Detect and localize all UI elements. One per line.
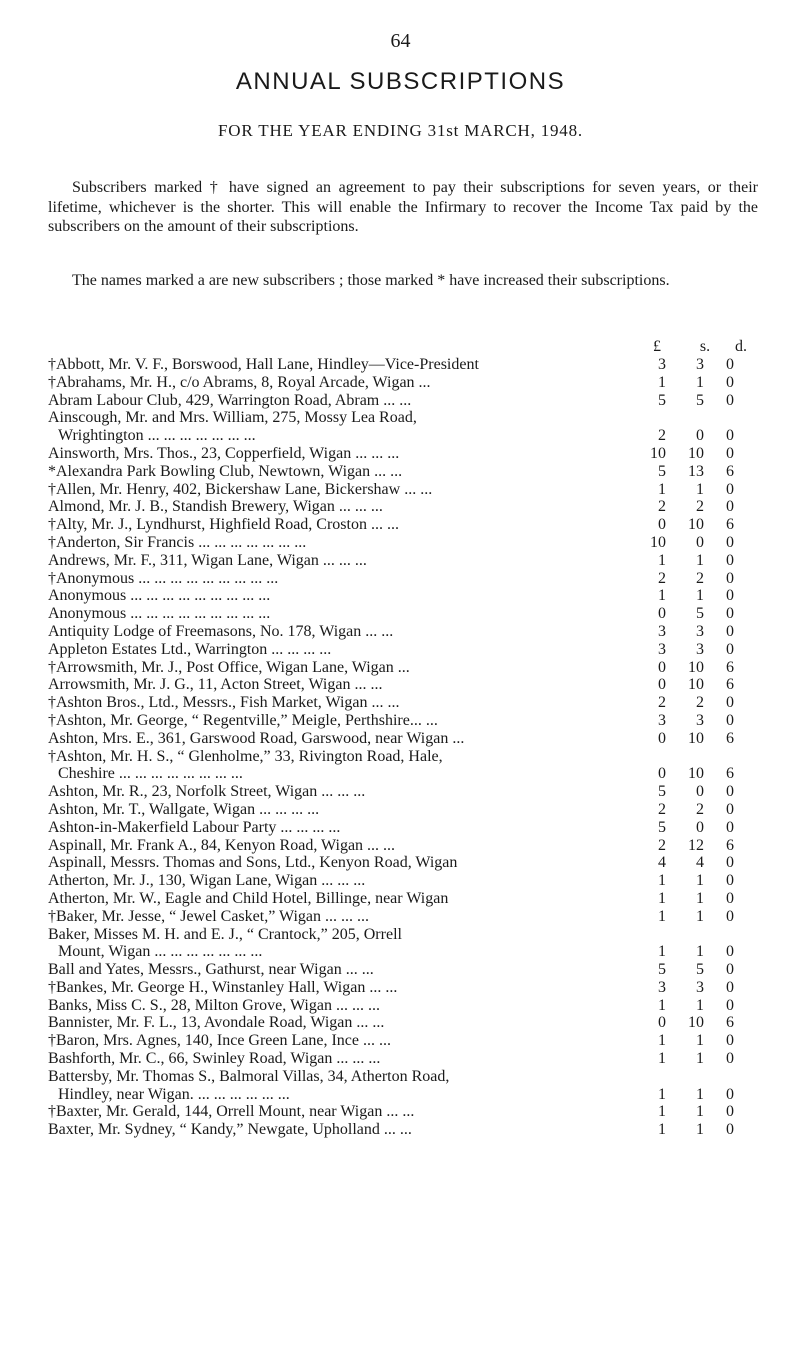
amount-pounds: 1 <box>658 1085 666 1103</box>
list-item <box>48 1014 758 1032</box>
list-item <box>48 783 758 801</box>
subscriber-name-line: †Abrahams, Mr. H., c/o Abrams, 8, Royal Arcade, Wigan ... <box>48 373 431 391</box>
list-item <box>48 872 758 890</box>
amount-pounds: 0 <box>658 658 666 676</box>
amount-shillings: 3 <box>696 622 704 640</box>
amount-pence: 0 <box>726 640 734 658</box>
amount-shillings: 12 <box>688 836 704 854</box>
subscription-amount <box>642 890 758 908</box>
subscriber-name <box>48 1103 642 1121</box>
amount-pounds: 1 <box>658 907 666 925</box>
amount-pence: 6 <box>726 516 734 534</box>
subscriber-name-line: †Abbott, Mr. V. F., Borswood, Hall Lane, Hindley—Vice-President <box>48 356 479 373</box>
subscriber-name <box>48 498 642 516</box>
subscriber-name <box>48 783 642 801</box>
list-item <box>48 641 758 659</box>
currency-column-headers <box>641 338 757 356</box>
subscriber-name <box>48 730 642 748</box>
subscriber-name-line: Ball and Yates, Messrs., Gathurst, near Wigan ... ... <box>48 961 374 979</box>
subscriber-name-line: Atherton, Mr. J., 130, Wigan Lane, Wigan ... ... ... <box>48 872 366 890</box>
amount-shillings: 1 <box>696 996 704 1014</box>
subscriber-name-line: Aspinall, Mr. Frank A., 84, Kenyon Road, Wigan ... ... <box>48 836 396 854</box>
subscriber-name-line: *Alexandra Park Bowling Club, Newtown, Wigan ... ... <box>48 462 403 480</box>
subscriber-name <box>48 516 642 534</box>
amount-shillings: 0 <box>696 427 704 445</box>
list-item <box>48 748 758 784</box>
subscriber-name <box>48 374 642 392</box>
amount-pence: 0 <box>726 427 734 445</box>
list-item <box>48 1103 758 1121</box>
subscription-amount <box>642 498 758 516</box>
subscription-amount <box>642 534 758 552</box>
list-item <box>48 1121 758 1139</box>
subscription-amount <box>642 1086 758 1104</box>
amount-pounds: 0 <box>658 605 666 623</box>
subscriber-name-line: Baxter, Mr. Sydney, “ Kandy,” Newgate, Upholland ... ... <box>48 1121 412 1139</box>
subscriber-name <box>48 570 642 588</box>
subscription-amount <box>642 570 758 588</box>
intro-paragraph-tax: Subscribers marked † have signed an agreement to pay their subscriptions for seven years, or their lifetime, whichever is the shorter. This will enable the Infirmary to recover the Income Tax paid by the subscribers on the amount of their subscriptions. <box>48 179 758 235</box>
amount-pounds: 4 <box>658 854 666 872</box>
subscriber-name <box>48 926 642 962</box>
subscriber-name <box>48 748 642 784</box>
subscriber-name <box>48 605 642 623</box>
amount-shillings: 5 <box>696 605 704 623</box>
amount-pence: 0 <box>726 569 734 587</box>
subscriber-name-line: †Allen, Mr. Henry, 402, Bickershaw Lane, Bickershaw ... ... <box>48 480 433 498</box>
shillings-header: s. <box>699 338 711 355</box>
amount-pence: 0 <box>726 996 734 1014</box>
amount-shillings: 0 <box>696 783 704 801</box>
amount-pounds: 1 <box>658 1032 666 1050</box>
subscriber-name <box>48 837 642 855</box>
subscriber-name <box>48 552 642 570</box>
subscriber-name <box>48 445 642 463</box>
amount-pence: 0 <box>726 818 734 836</box>
amount-pounds: 3 <box>658 640 666 658</box>
list-item <box>48 516 758 534</box>
amount-pence: 0 <box>726 498 734 516</box>
amount-pounds: 5 <box>658 462 666 480</box>
amount-shillings: 2 <box>696 498 704 516</box>
amount-pounds: 2 <box>658 836 666 854</box>
list-item <box>48 409 758 445</box>
subscription-amount <box>642 694 758 712</box>
subscription-amount <box>642 445 758 463</box>
amount-pence: 0 <box>726 872 734 890</box>
amount-pounds: 0 <box>658 676 666 694</box>
subscription-amount <box>642 783 758 801</box>
subscriber-name-line: Abram Labour Club, 429, Warrington Road, Abram ... ... <box>48 391 412 409</box>
subscriber-name-line: Anonymous ... ... ... ... ... ... ... ... ... <box>48 605 271 623</box>
list-item <box>48 694 758 712</box>
list-item <box>48 1050 758 1068</box>
subscription-amount <box>642 712 758 730</box>
amount-shillings: 10 <box>688 444 704 462</box>
list-item <box>48 445 758 463</box>
pence-header: d. <box>735 338 747 355</box>
subscription-amount <box>642 623 758 641</box>
subscription-amount <box>642 908 758 926</box>
amount-pence: 0 <box>726 907 734 925</box>
subscriber-name-continuation: Cheshire ... ... ... ... ... ... ... ... <box>58 765 243 783</box>
intro-paragraph-markers: The names marked a are new subscribers ; those marked * have increased their subscriptions. <box>72 272 670 289</box>
subscription-amount <box>642 605 758 623</box>
list-item <box>48 926 758 962</box>
amount-shillings: 3 <box>696 978 704 996</box>
subscriber-name-line: Almond, Mr. J. B., Standish Brewery, Wigan ... ... ... <box>48 498 383 516</box>
subscriber-name-continuation: Hindley, near Wigan. ... ... ... ... ... ... <box>58 1085 290 1103</box>
subscriber-name <box>48 997 642 1015</box>
amount-pence: 0 <box>726 373 734 391</box>
amount-shillings: 4 <box>696 854 704 872</box>
amount-pounds: 0 <box>658 516 666 534</box>
amount-pounds: 3 <box>658 622 666 640</box>
page-title: ANNUAL SUBSCRIPTIONS <box>235 68 566 95</box>
list-item <box>48 801 758 819</box>
list-item <box>48 961 758 979</box>
subscriber-name-line: Arrowsmith, Mr. J. G., 11, Acton Street, Wigan ... ... <box>48 676 383 694</box>
subscriber-name <box>48 961 642 979</box>
list-item <box>48 392 758 410</box>
subscription-amount <box>642 854 758 872</box>
amount-pence: 0 <box>726 943 734 961</box>
subscriber-name <box>48 409 642 445</box>
subscriber-name-line: Ashton, Mr. T., Wallgate, Wigan ... ... ... ... <box>48 800 320 818</box>
subscriber-name-line: Aspinall, Messrs. Thomas and Sons, Ltd., Kenyon Road, Wigan <box>48 854 458 872</box>
subscriber-name-line: Baker, Misses M. H. and E. J., “ Crantock,” 205, Orrell <box>48 925 402 943</box>
amount-pounds: 1 <box>658 373 666 391</box>
list-item <box>48 730 758 748</box>
list-item <box>48 659 758 677</box>
amount-shillings: 1 <box>696 907 704 925</box>
amount-shillings: 13 <box>688 462 704 480</box>
amount-pence: 0 <box>726 1085 734 1103</box>
amount-pounds: 2 <box>658 498 666 516</box>
subscriber-name-line: Bannister, Mr. F. L., 13, Avondale Road, Wigan ... ... <box>48 1014 385 1032</box>
subscriber-name <box>48 481 642 499</box>
subscriber-name-line: Battersby, Mr. Thomas S., Balmoral Villas, 34, Atherton Road, <box>48 1067 450 1085</box>
amount-pence: 0 <box>726 533 734 551</box>
amount-pounds: 1 <box>658 1103 666 1121</box>
amount-shillings: 1 <box>696 1103 704 1121</box>
subscriber-name-line: Ashton-in-Makerfield Labour Party ... ... ... ... <box>48 818 341 836</box>
list-item <box>48 890 758 908</box>
amount-pence: 0 <box>726 854 734 872</box>
amount-shillings: 2 <box>696 569 704 587</box>
list-item <box>48 997 758 1015</box>
subscriber-name <box>48 534 642 552</box>
amount-pounds: 10 <box>650 444 666 462</box>
subscription-amount <box>642 1050 758 1068</box>
pounds-header: £ <box>653 338 661 355</box>
amount-pounds: 0 <box>658 765 666 783</box>
subscriber-name <box>48 872 642 890</box>
subscriber-name <box>48 694 642 712</box>
amount-shillings: 1 <box>696 587 704 605</box>
list-item <box>48 1032 758 1050</box>
list-item <box>48 819 758 837</box>
amount-pence: 0 <box>726 1103 734 1121</box>
subscription-amount <box>642 481 758 499</box>
subscriber-name <box>48 979 642 997</box>
subscriber-name <box>48 1050 642 1068</box>
subscriber-name-line: Ashton, Mrs. E., 361, Garswood Road, Garswood, near Wigan ... <box>48 729 465 747</box>
amount-pence: 6 <box>726 765 734 783</box>
list-item <box>48 587 758 605</box>
amount-pounds: 10 <box>650 533 666 551</box>
subscriber-name-line: †Ashton Bros., Ltd., Messrs., Fish Market, Wigan ... ... <box>48 694 400 712</box>
amount-pence: 0 <box>726 480 734 498</box>
amount-shillings: 1 <box>696 480 704 498</box>
amount-pounds: 3 <box>658 978 666 996</box>
list-item <box>48 498 758 516</box>
subscriber-name-continuation: Mount, Wigan ... ... ... ... ... ... ... <box>58 943 263 961</box>
amount-pounds: 0 <box>658 1014 666 1032</box>
amount-pence: 0 <box>726 694 734 712</box>
subscriber-name-line: Antiquity Lodge of Freemasons, No. 178, Wigan ... ... <box>48 622 394 640</box>
subscription-amount <box>642 641 758 659</box>
subscriber-name-line: †Ashton, Mr. H. S., “ Glenholme,” 33, Rivington Road, Hale, <box>48 747 443 765</box>
subscriber-name-line: Appleton Estates Ltd., Warrington ... ... ... ... <box>48 640 332 658</box>
subscriber-name <box>48 623 642 641</box>
subscriber-name <box>48 908 642 926</box>
subscriber-list <box>48 356 758 1139</box>
amount-pence: 0 <box>726 622 734 640</box>
subscriber-name-continuation: Wrightington ... ... ... ... ... ... ... <box>58 427 256 445</box>
amount-pounds: 1 <box>658 872 666 890</box>
subscription-amount <box>642 730 758 748</box>
subscriber-name-line: †Anderton, Sir Francis ... ... ... ... ... ... ... <box>48 533 307 551</box>
subscriber-name-line: Anonymous ... ... ... ... ... ... ... ... ... <box>48 587 271 605</box>
subscription-amount <box>642 1121 758 1139</box>
amount-shillings: 3 <box>696 640 704 658</box>
amount-shillings: 1 <box>696 1050 704 1068</box>
amount-pounds: 2 <box>658 800 666 818</box>
amount-shillings: 5 <box>696 391 704 409</box>
amount-pence: 0 <box>726 587 734 605</box>
amount-pence: 6 <box>726 462 734 480</box>
amount-pounds: 3 <box>658 356 666 373</box>
amount-pence: 0 <box>726 444 734 462</box>
amount-shillings: 1 <box>696 551 704 569</box>
subscription-amount <box>642 374 758 392</box>
subscriber-name <box>48 819 642 837</box>
subscriber-name-line: †Arrowsmith, Mr. J., Post Office, Wigan Lane, Wigan ... <box>48 658 410 676</box>
amount-pence: 0 <box>726 1050 734 1068</box>
amount-shillings: 10 <box>688 729 704 747</box>
subscription-amount <box>642 819 758 837</box>
amount-shillings: 10 <box>688 1014 704 1032</box>
subscriber-name <box>48 1121 642 1139</box>
list-item <box>48 837 758 855</box>
amount-pounds: 2 <box>658 427 666 445</box>
list-item <box>48 374 758 392</box>
amount-shillings: 1 <box>696 373 704 391</box>
amount-shillings: 10 <box>688 658 704 676</box>
list-item <box>48 979 758 997</box>
subscriber-name <box>48 1068 642 1104</box>
amount-pence: 0 <box>726 391 734 409</box>
subscriber-name <box>48 587 642 605</box>
amount-shillings: 1 <box>696 1032 704 1050</box>
subscription-amount <box>642 587 758 605</box>
list-item <box>48 463 758 481</box>
subscriber-name-line: Banks, Miss C. S., 28, Milton Grove, Wigan ... ... ... <box>48 996 380 1014</box>
subscriber-name-line: Andrews, Mr. F., 311, Wigan Lane, Wigan ... ... ... <box>48 551 367 569</box>
amount-shillings: 1 <box>696 872 704 890</box>
amount-pounds: 3 <box>658 711 666 729</box>
subscriber-name <box>48 659 642 677</box>
amount-pounds: 1 <box>658 943 666 961</box>
amount-shillings: 2 <box>696 694 704 712</box>
amount-pence: 0 <box>726 889 734 907</box>
amount-pounds: 1 <box>658 480 666 498</box>
subscriber-name <box>48 801 642 819</box>
subscription-amount <box>642 659 758 677</box>
list-item <box>48 623 758 641</box>
subscription-amount <box>642 943 758 961</box>
amount-shillings: 10 <box>688 516 704 534</box>
list-item <box>48 908 758 926</box>
subscriber-name-line: †Baker, Mr. Jesse, “ Jewel Casket,” Wigan ... ... ... <box>48 907 370 925</box>
amount-pounds: 5 <box>658 391 666 409</box>
amount-shillings: 0 <box>696 818 704 836</box>
list-item <box>48 356 758 374</box>
list-item <box>48 1068 758 1104</box>
amount-shillings: 5 <box>696 961 704 979</box>
amount-pence: 0 <box>726 1121 734 1139</box>
subscriber-name-line: †Bankes, Mr. George H., Winstanley Hall, Wigan ... ... <box>48 978 398 996</box>
list-item <box>48 676 758 694</box>
subscriber-name-line: †Baxter, Mr. Gerald, 144, Orrell Mount, near Wigan ... ... <box>48 1103 415 1121</box>
amount-shillings: 3 <box>696 356 704 373</box>
amount-shillings: 10 <box>688 676 704 694</box>
subscriber-name-line: Ainscough, Mr. and Mrs. William, 275, Mossy Lea Road, <box>48 409 417 427</box>
amount-shillings: 1 <box>696 1085 704 1103</box>
amount-pence: 0 <box>726 711 734 729</box>
subscription-amount <box>642 1032 758 1050</box>
subscription-amount <box>642 427 758 445</box>
subscriber-name-line: Ainsworth, Mrs. Thos., 23, Copperfield, Wigan ... ... ... <box>48 444 400 462</box>
list-item <box>48 534 758 552</box>
amount-pence: 6 <box>726 676 734 694</box>
amount-pounds: 0 <box>658 729 666 747</box>
amount-pounds: 1 <box>658 551 666 569</box>
amount-shillings: 0 <box>696 533 704 551</box>
subscriber-name-line: Atherton, Mr. W., Eagle and Child Hotel, Billinge, near Wigan <box>48 889 449 907</box>
subscriber-name-line: †Baron, Mrs. Agnes, 140, Ince Green Lane, Ince ... ... <box>48 1032 392 1050</box>
subscriber-name-line: Ashton, Mr. R., 23, Norfolk Street, Wigan ... ... ... <box>48 783 366 801</box>
amount-shillings: 1 <box>696 943 704 961</box>
subscriber-name <box>48 463 642 481</box>
list-item <box>48 481 758 499</box>
amount-pounds: 2 <box>658 569 666 587</box>
amount-pence: 0 <box>726 961 734 979</box>
list-item <box>48 712 758 730</box>
amount-pence: 6 <box>726 836 734 854</box>
subscription-amount <box>642 979 758 997</box>
subscription-amount <box>642 837 758 855</box>
subscriber-name <box>48 712 642 730</box>
amount-pence: 0 <box>726 783 734 801</box>
amount-pence: 0 <box>726 356 734 373</box>
subscription-amount <box>642 552 758 570</box>
amount-shillings: 1 <box>696 889 704 907</box>
subscription-amount <box>642 961 758 979</box>
subscription-amount <box>642 356 758 374</box>
amount-pounds: 1 <box>658 889 666 907</box>
list-item <box>48 570 758 588</box>
amount-pounds: 5 <box>658 783 666 801</box>
amount-pence: 0 <box>726 1032 734 1050</box>
subscription-amount <box>642 872 758 890</box>
amount-pence: 0 <box>726 800 734 818</box>
amount-shillings: 10 <box>688 765 704 783</box>
subscriber-name <box>48 356 642 374</box>
subscription-amount <box>642 463 758 481</box>
subscriber-name <box>48 1032 642 1050</box>
page-number: 64 <box>390 30 411 52</box>
subscription-amount <box>642 392 758 410</box>
amount-pence: 0 <box>726 605 734 623</box>
subscription-amount <box>642 765 758 783</box>
amount-pounds: 2 <box>658 694 666 712</box>
amount-pounds: 5 <box>658 961 666 979</box>
subscription-amount <box>642 516 758 534</box>
amount-pounds: 1 <box>658 996 666 1014</box>
subscriber-name <box>48 890 642 908</box>
subscriber-name-line: Bashforth, Mr. C., 66, Swinley Road, Wigan ... ... ... <box>48 1050 381 1068</box>
subscriber-name <box>48 641 642 659</box>
subscriber-name <box>48 676 642 694</box>
subscriber-name-line: †Alty, Mr. J., Lyndhurst, Highfield Road, Croston ... ... <box>48 516 399 534</box>
amount-pence: 6 <box>726 658 734 676</box>
amount-pence: 6 <box>726 1014 734 1032</box>
list-item <box>48 605 758 623</box>
amount-pounds: 1 <box>658 587 666 605</box>
subscription-amount <box>642 997 758 1015</box>
subscriber-name <box>48 1014 642 1032</box>
amount-pence: 0 <box>726 551 734 569</box>
subscription-amount <box>642 676 758 694</box>
amount-pence: 0 <box>726 978 734 996</box>
amount-pounds: 1 <box>658 1121 666 1139</box>
amount-shillings: 1 <box>696 1121 704 1139</box>
subscriber-name <box>48 854 642 872</box>
subscription-amount <box>642 801 758 819</box>
list-item <box>48 854 758 872</box>
subscriber-name-line: †Anonymous ... ... ... ... ... ... ... ... ... <box>48 569 279 587</box>
amount-pounds: 5 <box>658 818 666 836</box>
amount-shillings: 2 <box>696 800 704 818</box>
amount-shillings: 3 <box>696 711 704 729</box>
subscriber-name <box>48 392 642 410</box>
subscription-amount <box>642 1103 758 1121</box>
page-subtitle: FOR THE YEAR ENDING 31st MARCH, 1948. <box>218 121 583 140</box>
amount-pence: 6 <box>726 729 734 747</box>
list-item <box>48 552 758 570</box>
subscription-amount <box>642 1014 758 1032</box>
amount-pounds: 1 <box>658 1050 666 1068</box>
subscriber-name-line: †Ashton, Mr. George, “ Regentville,” Meigle, Perthshire... ... <box>48 711 438 729</box>
